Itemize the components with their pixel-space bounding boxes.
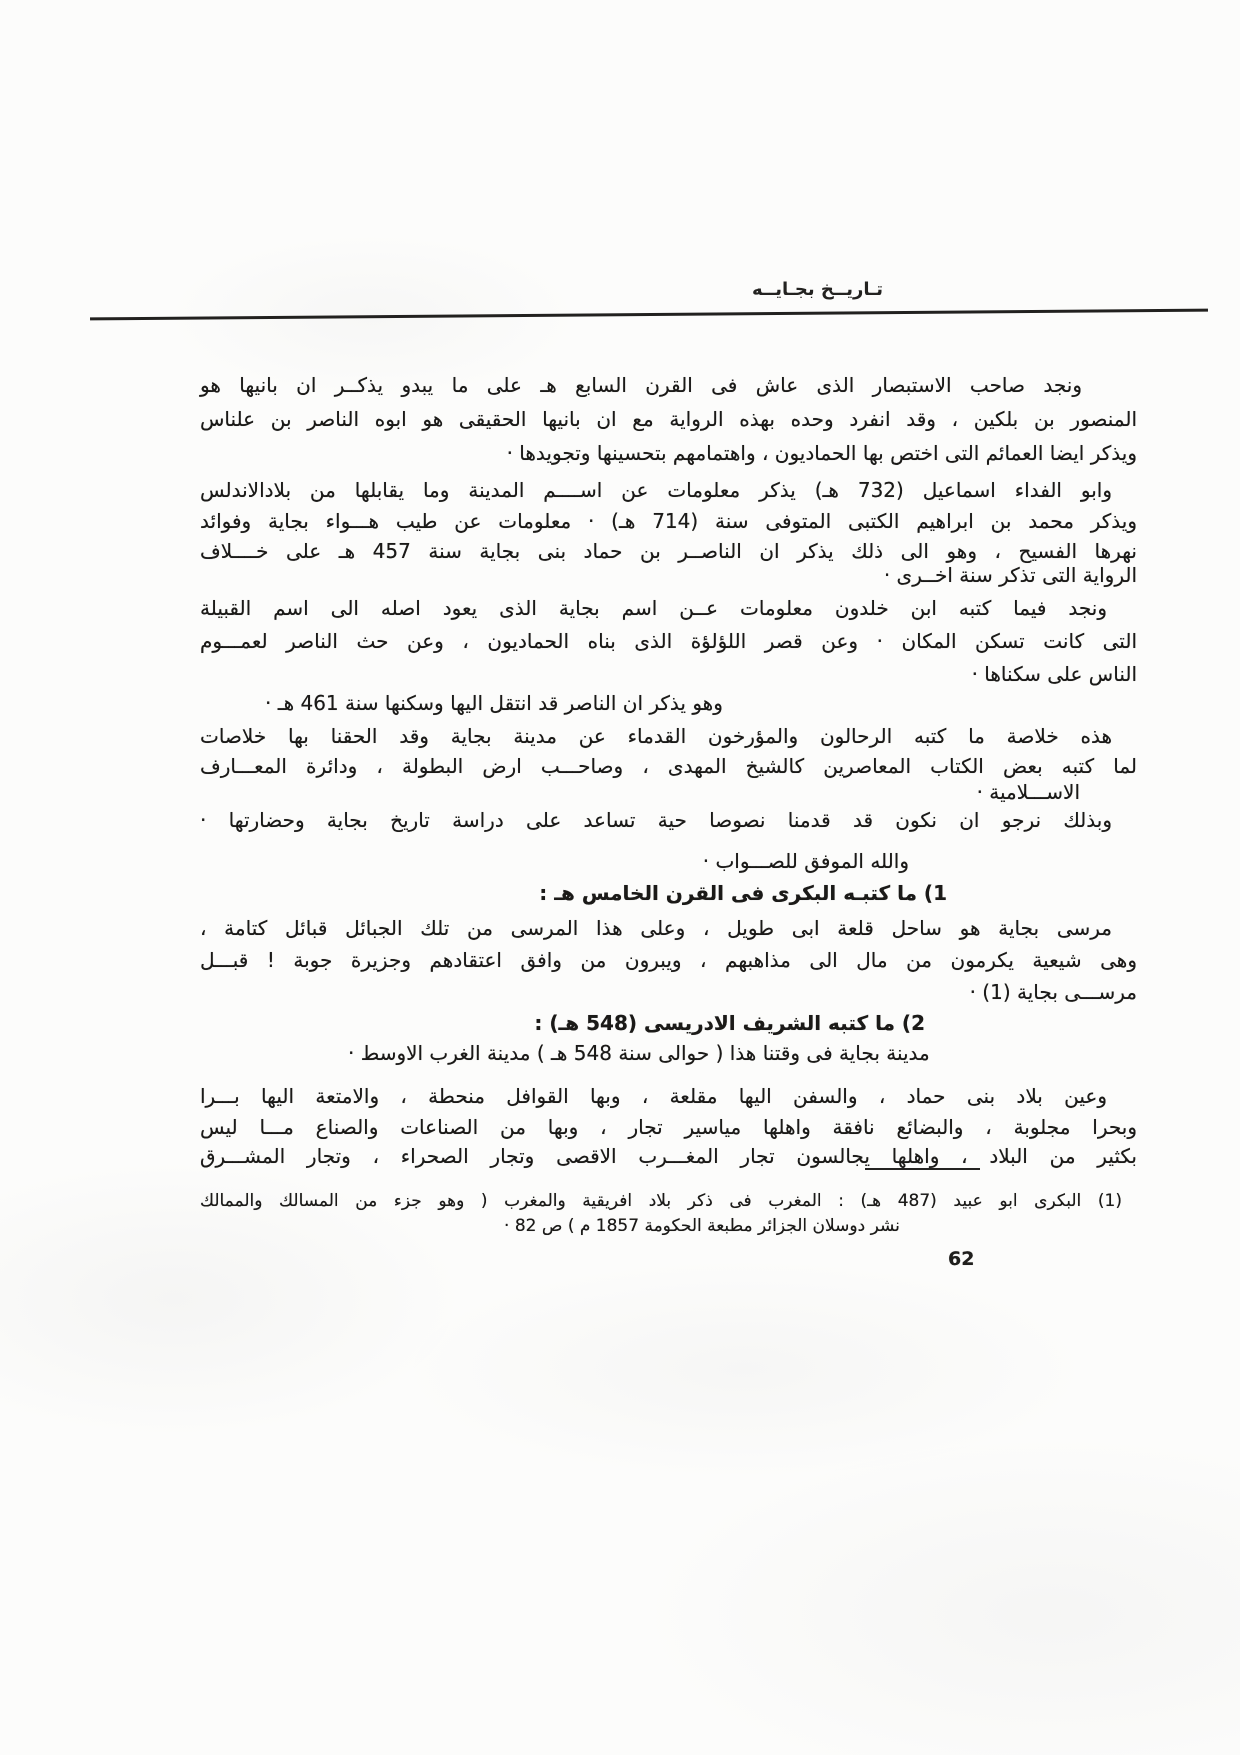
- text-line: مدينة بجاية فى وقتنا هذا ( حوالى سنة 548 هـ ) مدينة الغرب الاوسط ·: [348, 1041, 930, 1065]
- page-number: 62: [948, 1248, 975, 1270]
- text-line: وبذلك نرجو ان نكون قد قدمنا نصوصا حية تساعد على دراسة تاريخ بجاية وحضارتها ·: [200, 808, 1112, 832]
- section-heading-bakri: 1) ما كتبـه البكرى فى القرن الخامس هـ :: [539, 881, 947, 905]
- text-line: الاســـلامية ·: [976, 780, 1080, 804]
- text-line: وابو الفداء اسماعيل (732 هـ) يذكر معلومات عن اســــم المدينة وما يقابلها من بلادالاندلس: [200, 478, 1112, 502]
- text-line: نهرها الفسيح ، وهو الى ذلك يذكر ان الناصــر بن حماد بنى بجاية سنة 457 هـ على خــــلاف: [200, 539, 1138, 563]
- text-line: ويذكر ايضا العمائم التى اختص بها الحماديون ، واهتمامهم بتحسينها وتجويدها ·: [506, 441, 1137, 465]
- text-line: ونجد صاحب الاستبصار الذى عاش فى القرن السابع هـ على ما يبدو يذكــر ان بانيها هو: [200, 373, 1082, 397]
- text-line: هذه خلاصة ما كتبه الرحالون والمؤرخون القدماء عن مدينة بجاية وقد الحقنا بها خلاصات: [200, 724, 1112, 748]
- text-line: مرســـى بجاية (1) ·: [969, 980, 1137, 1004]
- footnote-line: نشر دوسلان الجزائر مطبعة الحكومة 1857 م ) ص 82 ·: [504, 1216, 900, 1236]
- section-heading-idrisi: 2) ما كتبه الشريف الادريسى (548 هـ) :: [534, 1011, 925, 1035]
- text-line: وهو يذكر ان الناصر قد انتقل اليها وسكنها سنة 461 هـ ·: [265, 691, 723, 715]
- footnote-line: (1) البكرى ابو عبيد (487 هـ) : المغرب فى ذكر بلاد افريقية والمغرب ( وهو جزء من المسالك والممالك: [200, 1191, 1122, 1211]
- running-header-title: تـاريــخ بجـايــه: [752, 279, 883, 300]
- text-line: المنصور بن بلكين ، وقد انفرد وحده بهذه الرواية مع ان بانيها الحقيقى هو ابوه الناصر بن علناس: [200, 407, 1137, 431]
- text-line: ونجد فيما كتبه ابن خلدون معلومات عــن اسم بجاية الذى يعود اصله الى اسم القبيلة: [200, 596, 1107, 620]
- text-line: وبحرا مجلوبة ، والبضائع نافقة واهلها مياسير تجار ، وبها من الصناعات والصناع مـــا ليس: [200, 1115, 1137, 1139]
- text-line: وعين بلاد بنى حماد ، والسفن اليها مقلعة ، وبها القوافل منحطة ، والامتعة اليها بـــرا: [200, 1084, 1107, 1108]
- text-line: الرواية التى تذكر سنة اخــرى ·: [883, 563, 1137, 587]
- text-line: بكثير من البلاد ، واهلها يجالسون تجار المغـــرب الاقصى وتجار الصحراء ، وتجار المشـــرق: [200, 1144, 1137, 1168]
- text-line: لما كتبه بعض الكتاب المعاصرين كالشيخ المهدى ، وصاحـــب ارض البطولة ، ودائرة المعـــارف: [200, 754, 1137, 778]
- header-rule: [90, 309, 1208, 321]
- text-line: التى كانت تسكن المكان · وعن قصر اللؤلؤة الذى بناه الحماديون ، وعن حث الناصر لعمـــوم: [200, 629, 1137, 653]
- text-line: والله الموفق للصـــواب ·: [702, 849, 909, 873]
- text-line: ويذكر محمد بن ابراهيم الكتبى المتوفى سنة (714 هـ) · معلومات عن طيب هـــواء بجاية وفوائد: [200, 509, 1137, 533]
- text-line: الناس على سكناها ·: [971, 662, 1137, 686]
- text-line: وهى شيعية يكرمون من مال الى مذاهبهم ، ويبرون من وافق اعتقادهم وجزيرة جوبة ! قبـــل: [200, 948, 1137, 972]
- footnote-separator: [865, 1168, 980, 1170]
- text-line: مرسى بجاية هو ساحل قلعة ابى طويل ، وعلى هذا المرسى من تلك الجبائل قبائل كتامة ،: [200, 916, 1112, 940]
